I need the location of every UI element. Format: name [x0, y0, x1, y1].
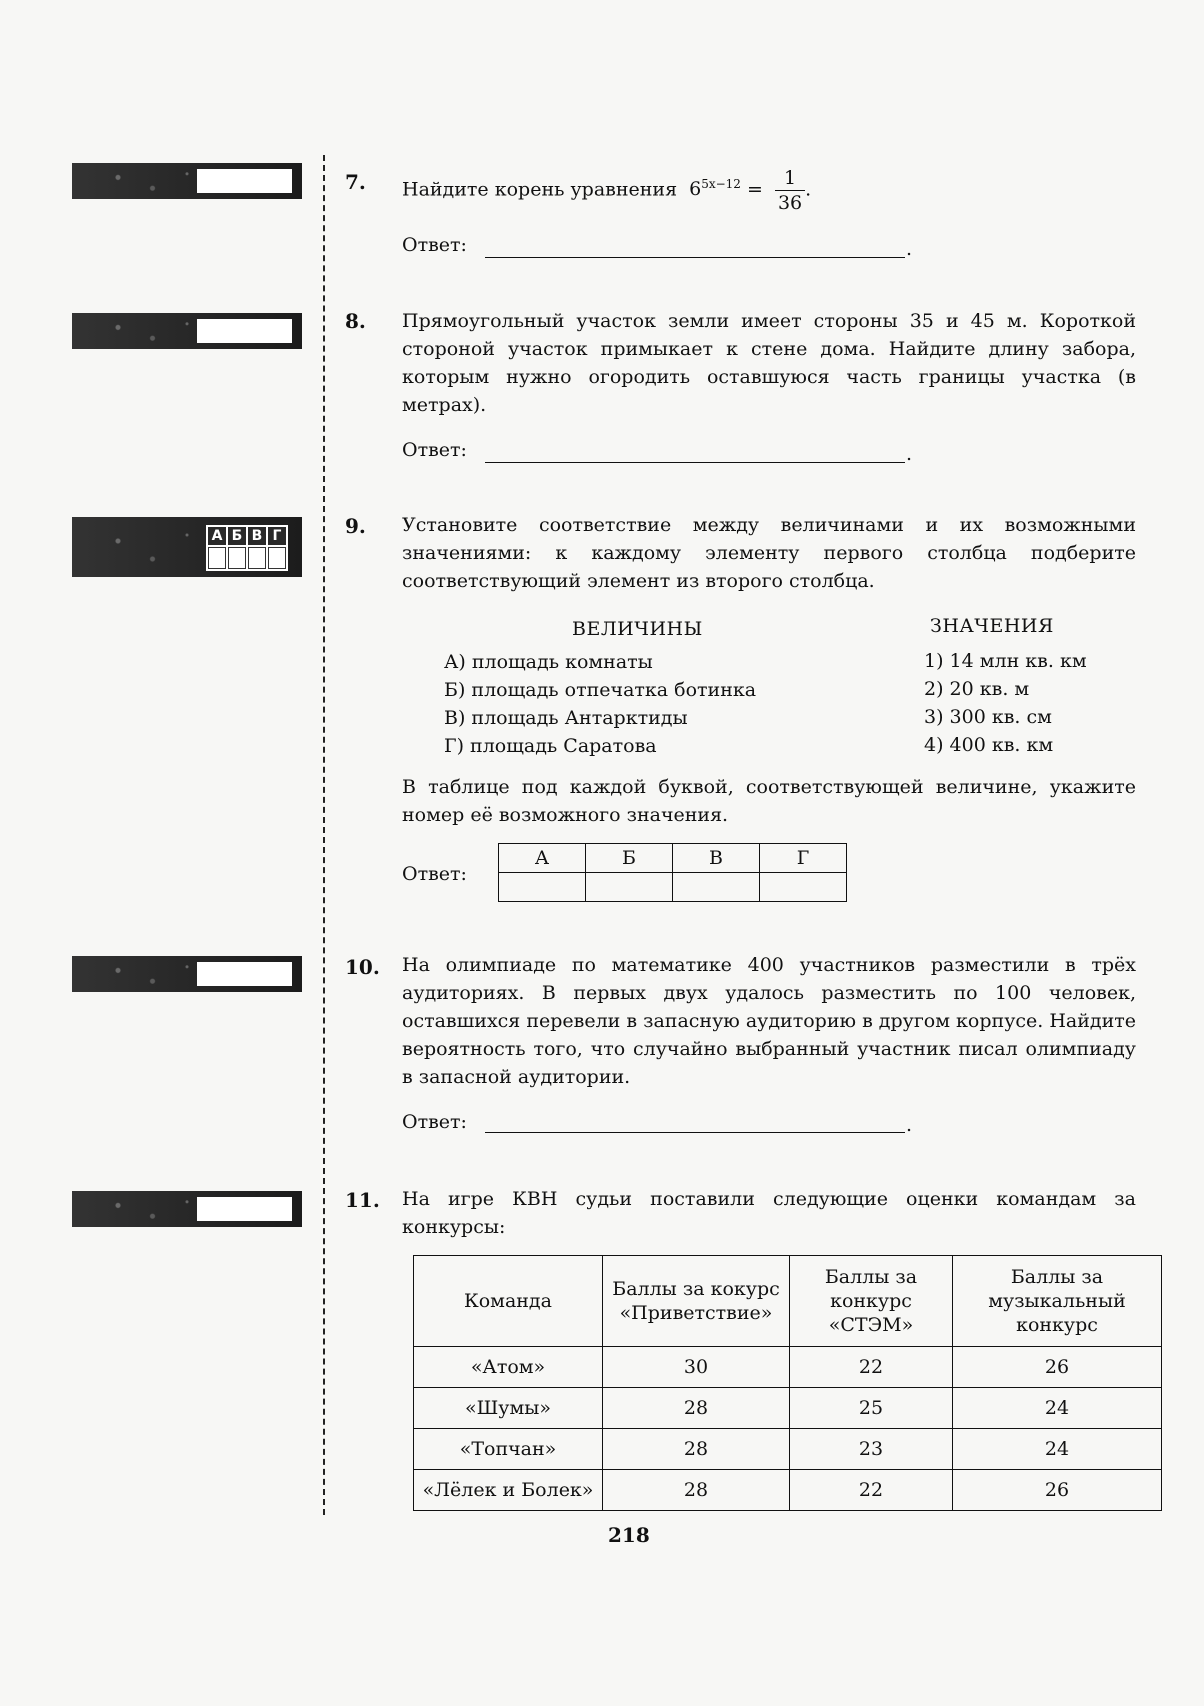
value-item: 4) 400 кв. км — [924, 734, 1054, 756]
question-text-8: Прямоугольный участок земли имеет стороны 35 и 45 м. Короткой стороной участок примыкает к стене дома. Найдите длину забора, которым нужно огородить оставшуюся часть границы участка (в метрах). — [402, 310, 1136, 416]
grid-cell — [248, 547, 266, 569]
answer-box-marker-11 — [72, 1191, 302, 1227]
answer-slot — [197, 1197, 292, 1221]
question-number-8: 8. — [345, 309, 366, 333]
question-number-9: 9. — [345, 514, 366, 538]
grid-cell — [208, 547, 226, 569]
answer-box-marker-10 — [72, 956, 302, 992]
team-name: «Топчан» — [414, 1429, 603, 1470]
column-header-values: ЗНАЧЕНИЯ — [930, 615, 1054, 637]
grid-letter: В — [248, 527, 266, 545]
question-text-7 — [402, 160, 1136, 215]
answer-dot-8: . — [906, 443, 913, 465]
abvg-grid — [206, 525, 288, 571]
question-text-9: Установите соответствие между величинами и их возможными значениями: к каждому элементу первого столбца подберите соответствующий элемент из второго столбца. — [402, 514, 1136, 592]
column-header-quantities: ВЕЛИЧИНЫ — [572, 618, 703, 640]
answer-label-8: Ответ: — [402, 439, 467, 461]
answer-input-7[interactable] — [485, 235, 905, 258]
value-item: 1) 14 млн кв. км — [924, 650, 1087, 672]
team-name: «Шумы» — [414, 1388, 603, 1429]
answer-box-marker-8 — [72, 313, 302, 349]
value-item: 3) 300 кв. см — [924, 706, 1052, 728]
answer-input-10[interactable] — [485, 1110, 905, 1133]
quantity-item: В) площадь Антарктиды — [444, 707, 688, 729]
answer-table-9 — [498, 843, 847, 902]
page-number: 218 — [608, 1523, 650, 1547]
answer-input-8[interactable] — [485, 440, 905, 463]
table-row — [414, 1429, 1162, 1470]
score-cell: 26 — [953, 1347, 1162, 1388]
score-cell: 30 — [603, 1347, 790, 1388]
score-table — [413, 1255, 1162, 1511]
answer-slot — [197, 962, 292, 986]
score-cell: 22 — [790, 1470, 953, 1511]
score-cell: 28 — [603, 1388, 790, 1429]
table-row — [414, 1347, 1162, 1388]
answer-label-7: Ответ: — [402, 234, 467, 256]
q7-base: 6 — [689, 178, 702, 201]
answer-cell[interactable] — [673, 873, 760, 902]
quantity-item: А) площадь комнаты — [444, 651, 653, 673]
question-number-7: 7. — [345, 170, 366, 194]
grid-letter: Б — [228, 527, 246, 545]
answer-dot-7: . — [906, 238, 913, 260]
grid-letter: Г — [268, 527, 286, 545]
answer-cell[interactable] — [499, 873, 586, 902]
quantity-item: Б) площадь отпечатка ботинка — [444, 679, 757, 701]
q7-frac-numerator: 1 — [775, 166, 805, 191]
column-header: Баллы за конкурс «СТЭМ» — [790, 1256, 953, 1347]
score-cell: 25 — [790, 1388, 953, 1429]
answer-label-9: Ответ: — [402, 863, 467, 885]
q9-instruction: В таблице под каждой буквой, соответствующей величине, укажите номер её возможного значения. — [402, 776, 1136, 826]
answer-slot — [197, 319, 292, 343]
answer-box-marker-9 — [72, 517, 302, 577]
answer-label-10: Ответ: — [402, 1111, 467, 1133]
cut-line — [323, 155, 325, 1515]
question-number-10: 10. — [345, 955, 380, 979]
score-cell: 23 — [790, 1429, 953, 1470]
column-header: Баллы за музыкальный конкурс — [953, 1256, 1162, 1347]
team-name: «Лёлек и Болек» — [414, 1470, 603, 1511]
value-item: 2) 20 кв. м — [924, 678, 1030, 700]
q7-dot: . — [805, 178, 812, 201]
q7-equals: = — [747, 178, 763, 201]
answer-dot-10: . — [906, 1114, 913, 1136]
grid-letter: А — [208, 527, 226, 545]
score-cell: 24 — [953, 1429, 1162, 1470]
q7-fraction — [775, 166, 805, 215]
table-row — [414, 1470, 1162, 1511]
score-cell: 22 — [790, 1347, 953, 1388]
quantity-item: Г) площадь Саратова — [444, 735, 657, 757]
q7-exponent: 5x−12 — [701, 177, 741, 191]
team-name: «Атом» — [414, 1347, 603, 1388]
answer-cell[interactable] — [586, 873, 673, 902]
answer-slot — [197, 169, 292, 193]
score-cell: 28 — [603, 1470, 790, 1511]
score-cell: 26 — [953, 1470, 1162, 1511]
table-header: В — [673, 844, 760, 873]
score-cell: 28 — [603, 1429, 790, 1470]
q7-text: Найдите корень уравнения — [402, 178, 678, 201]
table-header: Б — [586, 844, 673, 873]
answer-cell[interactable] — [760, 873, 847, 902]
question-text-11: На игре КВН судьи поставили следующие оценки командам за конкурсы: — [402, 1188, 1136, 1238]
grid-cell — [268, 547, 286, 569]
table-header: Г — [760, 844, 847, 873]
answer-box-marker-7 — [72, 163, 302, 199]
score-cell: 24 — [953, 1388, 1162, 1429]
table-header: А — [499, 844, 586, 873]
grid-cell — [228, 547, 246, 569]
question-text-10: На олимпиаде по математике 400 участников разместили в трёх аудиториях. В первых двух удалось разместить по 100 человек, оставшихся перевели в запасную аудиторию в другом корпусе. Найдите вероятность того, что случайно выбранный участник писал олимпиаду в запасной аудитории. — [402, 954, 1137, 1088]
q7-frac-denominator: 36 — [777, 191, 803, 214]
question-number-11: 11. — [345, 1188, 380, 1212]
column-header: Баллы за кокурс «Приветствие» — [603, 1256, 790, 1347]
column-header: Команда — [414, 1256, 603, 1347]
table-row — [414, 1388, 1162, 1429]
